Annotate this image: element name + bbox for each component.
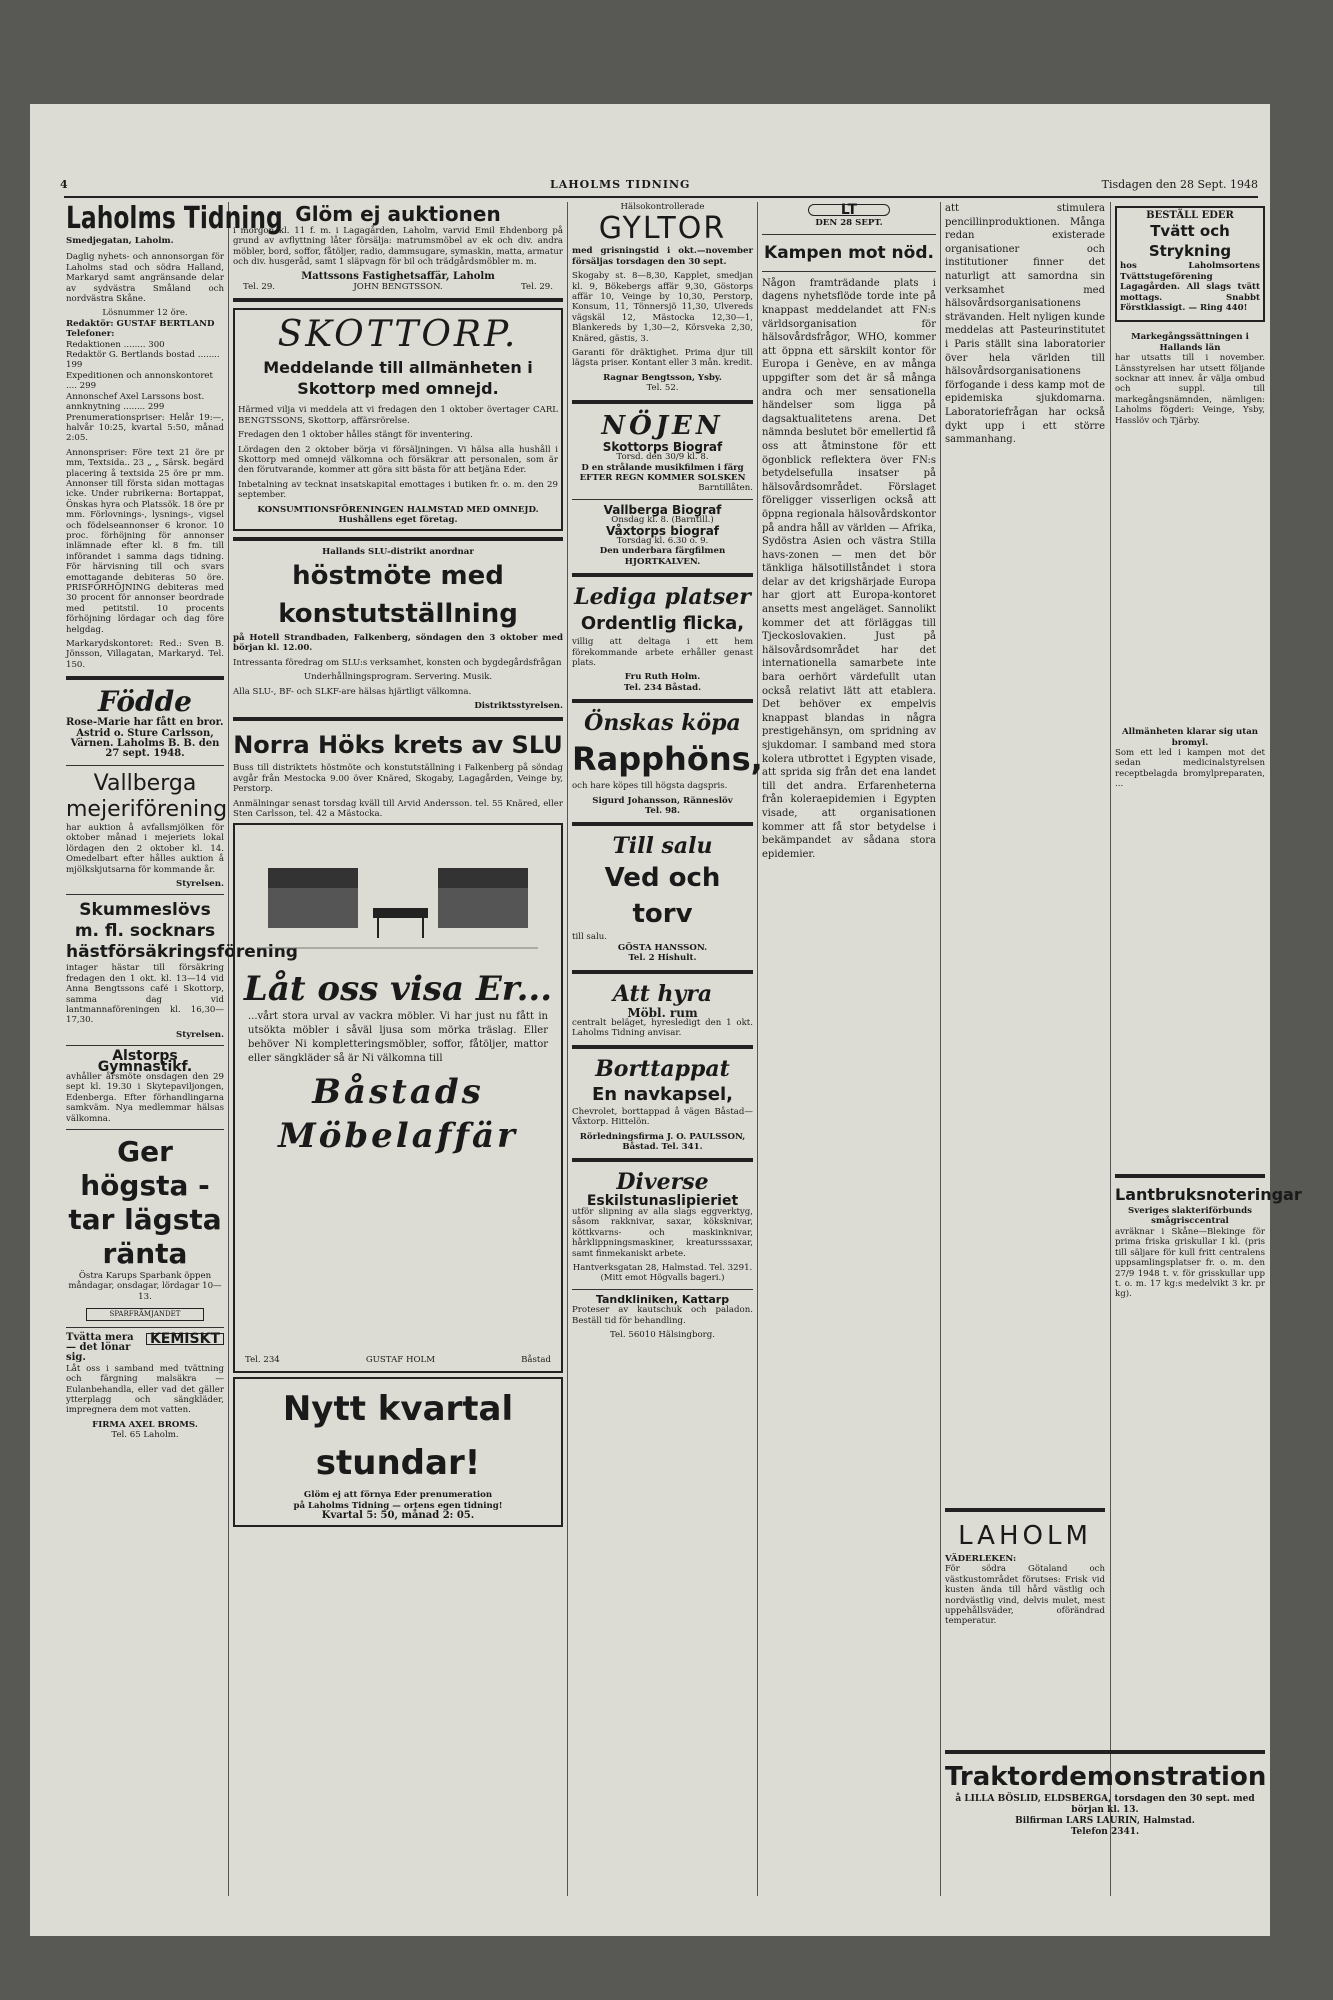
markaryd-office: Markarydskontoret: Red.: Sven B. Jönsson, Villagatan, Markaryd. Tel. 150. [66, 639, 224, 670]
newspaper-page [30, 104, 1302, 1936]
ved-heading: Ved och torv [604, 863, 721, 930]
lantbruk-heading: Lantbruksnoteringar [1115, 1185, 1302, 1205]
auction-heading: Glöm ej auktionen [295, 202, 501, 226]
phones-title: Telefoner: [66, 329, 115, 340]
furniture-illustration [248, 838, 548, 958]
editorial-heading: Kampen mot nöd. [764, 242, 934, 263]
auction-tel-left: Tel. 29. [243, 282, 276, 293]
vallberga-text: har auktion å avfallsmjölken för oktober månad i mejeriets lokal lördagen den 2 oktober kl. 14. Omedelbart efter hålles auktion å mjölkskjutsarna för kommande år. [66, 822, 224, 875]
gyltor-text3: Garanti för dräktighet. Prima djur till lägsta priser. Kontant eller 3 mån. kredit. [572, 348, 753, 369]
tillsalu-heading: Till salu [612, 833, 713, 860]
ad-prices: Annonspriser: Före text 21 öre pr mm, Textsida.. 23 „ „ Särsk. begärd placering å textsida 25 öre pr mm. Annonser till första sidan mottagas icke. Under rubrikerna: Bortappat, Önskas hyra och Platssök. 18 öre pr mm. Förlovnings-, lysnings-, vigsel och födelseannonser 6 kronor. 10 proc. förhöjning för annonser inlämnade efter kl. 8 fm. till införandet i samma dags tidning. För härvisning till och svars emottagande debiteras 50 öre. PRISFÖRHÖJNING debiteras med 30 procent för annonser beordrade med petitstil. 10 procents förhöjning lördagar och dag före helgdag. [66, 447, 224, 635]
bastads-owner: GUSTAF HOLM [365, 1354, 436, 1365]
skottorp-p1: Härmed vilja vi meddela att vi fredagen den 1 oktober övertager CARL BENGTSSONS, Skottorp, affärsrörelse. [238, 405, 558, 426]
traktor-ad [945, 1744, 1265, 1838]
nytt-kvartal-price: Kvartal 5: 50, månad 2: 05. [321, 1510, 475, 1522]
column-divider [567, 202, 568, 1896]
flicka-text: villig att deltaga i ett hem förekommande arbete erhåller genast plats. [572, 637, 753, 668]
editorial-continued: att stimulera pencillinproduktionen. Många redan existerade organisationer och institutioner finner det naturligt att samordna sin verksamhet med hälsovårdsorganisationens strävanden. Helt nyligen kunde meddelas att Pasteurinstitutet i Paris ställt sina laboratorier över hela världen till hälsovårdsorganisationens förfogande i dess kamp mot de epidemiska sjukdomarna. Laboratoriefrågan har också dykt upp i ett större sammanhang. [945, 203, 1105, 446]
slu-heading: höstmöte med konstutställning [278, 560, 518, 629]
skottorp-sign: KONSUMTIONSFÖRENINGEN HALMSTAD MED OMNEJD. [257, 504, 539, 515]
column-divider [757, 202, 758, 1896]
navkapsel-sign: Rörledningsfirma J. O. PAULSSON, Båstad. Tel. 341. [579, 1131, 746, 1153]
gyltor-text2: Skogaby st. 8—8,30, Kapplet, smedjan kl. 9, Bökebergs affär 9,30, Göstorps affär 10, Veinge by 10,30, Perstorp, Konsum, 11, Tönnersjö 11,30, Ulvereds vägskäl 12, Mästocka 12,30—1, Blankereds by 1,30—2, Körsveka 2,30, Knäred, gästis, 3. [572, 271, 753, 344]
lt-logo: LT [808, 204, 890, 216]
norra-hoks-heading: Norra Höks krets av SLU [233, 731, 563, 760]
column-ads-center [233, 202, 563, 1900]
ved-sign: GÖSTA HANSSON. [617, 942, 708, 953]
vaxtorps-bio-film: Den underbara färgfilmen HJORTKALVEN. [599, 546, 726, 567]
markegang-heading: Markegångssättningen i Hallands län [1131, 332, 1249, 353]
skottorp-p2: Fredagen den 1 oktober hålles stängt för inventering. [238, 430, 473, 441]
skottorp-p4: Inbetalning av tecknat insatskapital emottages i butiken fr. o. m. den 29 september. [238, 479, 558, 501]
page-header [30, 178, 1270, 194]
traktor-sign: Bilfirman LARS LAURIN, Halmstad. [1015, 1816, 1195, 1826]
birth-names: Astrid o. Sture Carlsson, Värnen. Laholms B. B. den 27 sept. 1948. [70, 727, 220, 760]
slu-sign: Distriktsstyrelsen. [474, 700, 563, 711]
nojen-heading: NÖJEN [601, 410, 724, 441]
auction-text: i morgon kl. 11 f. m. i Lagagården, Laholm, varvid Emil Ehdenborg på grund av avflyttning låter försälja: matrumsmöbel av ek och div. andra möbler, bord, soffor, fåtöljer, radio, dammsugare, symaskin, matta, armatur och div. husgeråd, samt 1 släpvagn för bil och trädgårdsmöbler m. m. [233, 226, 563, 268]
slu-text4: Alla SLU-, BF- och SLKF-are hälsas hjärtligt välkomna. [233, 686, 472, 697]
tvatt-pre: BESTÄLL EDER [1146, 210, 1234, 221]
flicka-sign: Fru Ruth Holm. [624, 672, 701, 683]
bastads-mobelaffar: Båstads Möbelaffär [278, 1072, 518, 1157]
skummeslov-sign: Styrelsen. [176, 1029, 224, 1040]
eskils-addr: Hantverksgatan 28, Halmstad. Tel. 3291. (Mitt emot Högvalls bageri.) [572, 1262, 753, 1284]
skottorp-p3: Lördagen den 2 oktober börja vi försäljningen. Vi hälsa alla hushåll i Skottorp med omnejd välkomna och försäkrar att personalen, som är den förutvarande, kommer att göra sitt bästa för att betjäna Eder. [238, 444, 558, 476]
atthyra-heading: Att hyra [612, 980, 713, 1007]
flicka-heading: Ordentlig flicka, [580, 613, 745, 635]
vallberga-bio-heading: Vallberga Biograf [603, 502, 722, 517]
mobl-rum-text: centralt beläget, hyresledigt den 1 okt. Laholms Tidning anvisar. [572, 1018, 753, 1039]
column-divider [228, 202, 229, 1896]
auction-name: JOHN BENGTSSON. [353, 282, 443, 293]
nytt-kvartal-heading: Nytt kvartal stundar! [282, 1389, 514, 1484]
birth-heading: Födde [98, 685, 192, 719]
ved-tel: Tel. 2 Hishult. [628, 953, 697, 964]
onskas-heading: Önskas köpa [584, 710, 741, 737]
borttappat-heading: Borttappat [595, 1055, 730, 1082]
eskils-heading: Eskilstunaslipieriet [586, 1193, 739, 1210]
ved-text: till salu. [572, 932, 607, 943]
traktor-tel: Telefon 2341. [1070, 1827, 1140, 1837]
navkapsel-text: Chevrolet, borttappad å vägen Båstad—Våxtorp. Hittelön. [572, 1106, 753, 1128]
vallberga-bio-date: Onsdag kl. 8. (Barntill.) [611, 515, 714, 526]
lt-date: DEN 28 SEPT. [815, 218, 883, 229]
masthead-intro: Daglig nyhets- och annonsorgan för Laholms stad och södra Halland, Markaryd samt angränsande delar av sydvästra Småland och nordvästra Skåne. [66, 252, 224, 305]
column-divider [1110, 202, 1111, 1896]
column-divider [940, 202, 941, 1896]
gyltor-pre: Hälsokontrollerade [620, 202, 705, 212]
gyltor-sign: Ragnar Bengtsson, Ysby. [603, 372, 722, 383]
masthead-title: Laholms Tidning [66, 201, 283, 236]
tvatt-text: hos Laholmsortens Tvättstugeförening Lagagården. All slags tvätt mottags. Snabbt Förstklassigt. — Ring 440! [1120, 261, 1260, 314]
bromyl-heading: Allmänheten klarar sig utan bromyl. [1121, 727, 1259, 748]
traktor-heading: Traktordemonstration [945, 1762, 1267, 1792]
editorial-text: Någon framträdande plats i dagens nyhetsflöde torde inte på knappast meddelandet att FN:s världsorganisation för hälsovårdsfrågor, WHO, kommer att öppna ett särskilt kontor för Europa i Genève, en av många uppgifter som det är så många andra och mer sensationella händelser som ligga på dagsaktualitetens arena. Det nämnda beslutet bör emellertid få oss att åtminstone för ett ögonblick reflektera över FN:s betydelsefulla insatser på hälsovårdsområdet. Förslaget föreligger visserligen också att öppna regionala hälsovårdskontor på andra håll av världen — Afrika, Sydöstra Asien och västra Stilla havs-zonen — men det bör tänkliga hälsotillståndet i stora delar av det krigshärjade Europa har gjort att Europa-kontoret ansetts mest angeläget. Sannolikt kommer det att förläggas till Tjeckoslovakien. Just på hälsovårdsområdet har det internationella samarbete inte bara oerhört värdefullt utan också relativt lätt att etablera. Det behöver ex empelvis knappast blandas in några prestigehänsyn, om spridning av sjukdomar. I samband med stora kolera utbrottet i Egypten visade, att sprida sig från det ena landet till det andra. Erfarenheterna från koleraepidemien i Egypten visade, att organisationen kommer att få stor betydelse i bekämpandet av sådana stora epidemier. [762, 277, 936, 860]
broms-sign: FIRMA AXEL BROMS. [92, 1419, 198, 1430]
bromyl-text: Som ett led i kampen mot det sedan medicinalstyrelsen receptbelagda bromylpreparaten, ... [1115, 748, 1265, 790]
mobler-heading: Låt oss visa Er... [243, 969, 553, 1010]
vaxtorps-bio-heading: Våxtorps biograf [605, 523, 720, 538]
slu-pre: Hallands SLU-distrikt anordnar [322, 546, 474, 557]
slu-text: på Hotell Strandbaden, Falkenberg, söndagen den 3 oktober med början kl. 12.00. [233, 632, 563, 654]
rapphons-sign: Sigurd Johansson, Ränneslöv [592, 795, 733, 806]
page-number: 4 [60, 178, 68, 191]
rapphons-text: och hare köpes till högsta dagspris. [572, 781, 728, 792]
flicka-tel: Tel. 234 Båstad. [623, 682, 702, 693]
weather-text: För södra Götaland och västkustområdet förutses: Frisk vid kusten ända till hård västlig och nordvästlig vind, delvis mulet, mest uppehållsväder, oförändrad temperatur. [945, 1564, 1105, 1627]
phone-line: Redaktör G. Bertlands bostad ........ 199 [66, 350, 220, 371]
skummeslov-text: intager hästar till försäkring fredagen den 1 okt. kl. 13—14 vid Anna Bengtssons café i Skottorp, samma dag vid lantmannaföreningen kl. 16,30—17,30. [66, 963, 224, 1026]
editor-line: Redaktör: GUSTAF BERTLAND [66, 318, 215, 329]
skottorps-bio-heading: Skottorps Biograf [602, 439, 723, 454]
rapphons-heading: Rapphöns, [572, 740, 763, 779]
paper-name: LAHOLMS TIDNING [550, 178, 691, 191]
auction-firm: Mattssons Fastighetsaffär, Laholm [301, 270, 495, 282]
skummeslov-heading: Skummeslövs m. fl. socknars hästförsäkringsförening [66, 900, 298, 963]
subscription-prices: Prenumerationspriser: Helår 19:—, halvår 10:25, kvartal 5:50, månad 2:05. [66, 412, 224, 444]
masthead-address: Smedjegatan, Laholm. [66, 236, 174, 246]
kemiskt-badge: KEMISKT [146, 1333, 224, 1345]
phone-line: Annonschef Axel Larssons bost. annknytning ........ 299 [66, 391, 205, 413]
column-right [1115, 202, 1302, 1900]
tandklinik-tel: Tel. 56010 Hälsingborg. [609, 1329, 715, 1340]
navkapsel-heading: En navkapsel, [591, 1083, 733, 1105]
broms-tel: Tel. 65 Laholm. [111, 1430, 179, 1441]
nytt-kvartal-text: Glöm ej att förnya Eder prenumeration [303, 1490, 493, 1501]
tandklinik-text: Proteser av kautschuk och paladon. Beställ tid för behandling. [572, 1305, 753, 1326]
vaxtorps-bio-date: Torsdag kl. 6.30 o. 9. [616, 535, 709, 546]
tvatta-text: Låt oss i samband med tvättning och färgning malsäkra — Eulanbehandla, eller vad det gäller ytterplagg och sängkläder, impregnera dem mot vatten. [66, 1363, 224, 1416]
alstorps-heading: Alstorps Gymnastikf. [97, 1048, 193, 1075]
nytt-kvartal-text2: på Laholms Tidning — ortens egen tidning! [293, 1500, 503, 1511]
norra-hoks-text: Buss till distriktets höstmöte och konstutställning i Falkenberg på söndag avgår från Mestocka 9.00 över Knäred, Skogaby, Lagagården, Veinge by, Perstorp. [233, 763, 563, 795]
bastads-city: Båstad [521, 1354, 551, 1365]
gyltor-heading: GYLTOR [598, 211, 727, 247]
lediga-heading: Lediga platser [574, 584, 751, 611]
laholm-weather-heading: LAHOLM [958, 1521, 1092, 1551]
mobler-text: ...vårt stora urval av vackra möbler. Vi har just nu fått in utsökta möbler i såväl ljusa som mörka träslag. Eller behöver Ni kompletteringsmöbler, soffor, fåtöljer, mattor eller sängkläder så är Ni välkomna till [248, 1011, 548, 1065]
lantbruk-text: avräknar i Skåne—Blekinge för prima friska griskullar I kl. (pris till säljare för kull fritt centralens uppsamlingsplatser fr. o. m. den 27/9 1948 t. v. för grisskullar upp t. o. m. 17 kg:s medelvikt 3 kr. pr kg). [1115, 1226, 1265, 1300]
tvatt-heading: Tvätt och Strykning [1148, 222, 1232, 261]
mobl-rum-heading: Möbl. rum [627, 1005, 698, 1020]
single-copy-price: Lösnummer 12 öre. [102, 308, 188, 319]
skottorp-subheading: Meddelande till allmänheten i Skottorp med omnejd. [263, 358, 533, 399]
skottorp-heading: SKOTTORP. [277, 314, 519, 356]
rapphons-tel: Tel. 98. [644, 806, 681, 816]
sparframjandet-logo: SPARFRÄMJANDET [86, 1308, 204, 1320]
skottorps-bio-film: D en strålande musikfilmen i färg EFTER REGN KOMMER SOLSKEN [579, 462, 746, 483]
issue-date: Tisdagen den 28 Sept. 1948 [1101, 178, 1258, 191]
birth-text: Rose-Marie har fått en bror. [66, 717, 224, 729]
phone-line: Redaktionen ........ 300 [66, 339, 165, 350]
column-classifieds [572, 202, 763, 1900]
sparbank-text: Östra Karups Sparbank öppen måndagar, onsdagar, lördagar 10—13. [68, 1271, 222, 1302]
column-editorial [762, 202, 936, 1900]
header-rule [64, 196, 1258, 198]
vallberga-sign: Styrelsen. [176, 878, 224, 889]
skottorps-bio-note: Barntillåten. [698, 483, 753, 494]
alstorps-text: avhåller årsmöte onsdagen den 29 sept kl. 19.30 i Skytepaviljongen, Edenberga. Efter förhandlingarna samkväm. Nya medlemmar hälsas välkomna. [66, 1071, 224, 1124]
markegang-text: har utsatts till i november. Länsstyrelsen har utsett följande socknar att innev. år välja ombud och suppl. till markegångsnämnden, nämligen: Laholms fögderi: Veinge, Ysby, Hasslöv och Tjärby. [1115, 353, 1265, 426]
skottorps-bio-date: Torsd. den 30/9 kl. 8. [616, 452, 709, 463]
gyltor-tel: Tel. 52. [646, 383, 679, 394]
skottorp-slogan: Hushållens eget företag. [338, 515, 458, 526]
column-editorial-cont [945, 202, 1105, 1900]
norra-hoks-text2: Anmälningar senast torsdag kväll till Arvid Andersson. tel. 55 Knäred, eller Sten Carlsson, tel. 42 a Mästocka. [233, 798, 563, 819]
phone-line: Expeditionen och annonskontoret .... 299 [66, 370, 213, 392]
tandklinik-heading: Tandkliniken, Kattarp [595, 1292, 730, 1306]
traktor-text: å LILLA BÖSLID, ELDSBERGA, torsdagen den 30 sept. med början kl. 13. [955, 1794, 1255, 1815]
gyltor-text: med grisningstid i okt.—november försäljas torsdagen den 30 sept. [572, 246, 753, 267]
vallberga-heading: Vallberga mejeriförening [66, 770, 228, 822]
tvatta-heading: Tvätta mera — det lönar sig. [66, 1331, 134, 1364]
sparbank-heading: Ger högsta - tar lägsta ränta [68, 1135, 222, 1270]
lantbruk-sub: Sveriges slakteriförbunds smågrisccentral [1128, 1206, 1252, 1227]
weather-title: VÄDERLEKEN: [945, 1554, 1017, 1564]
eskils-text: utför slipning av alla slags eggverktyg, såsom rakknivar, saxar, köksknivar, köttkvarns- och maskinknivar, hårklippningsmaskiner, kreatursssaxar, samt finmekaniskt arbete. [572, 1206, 753, 1259]
slu-text2: Intressanta föredrag om SLU:s verksamhet, konsten och bygdegårdsfrågan [233, 657, 562, 668]
auction-tel-right: Tel. 29. [520, 282, 553, 293]
bastads-tel: Tel. 234 [245, 1354, 280, 1365]
slu-text3: Underhållningsprogram. Servering. Musik. [303, 672, 493, 683]
diverse-heading: Diverse [616, 1169, 709, 1196]
